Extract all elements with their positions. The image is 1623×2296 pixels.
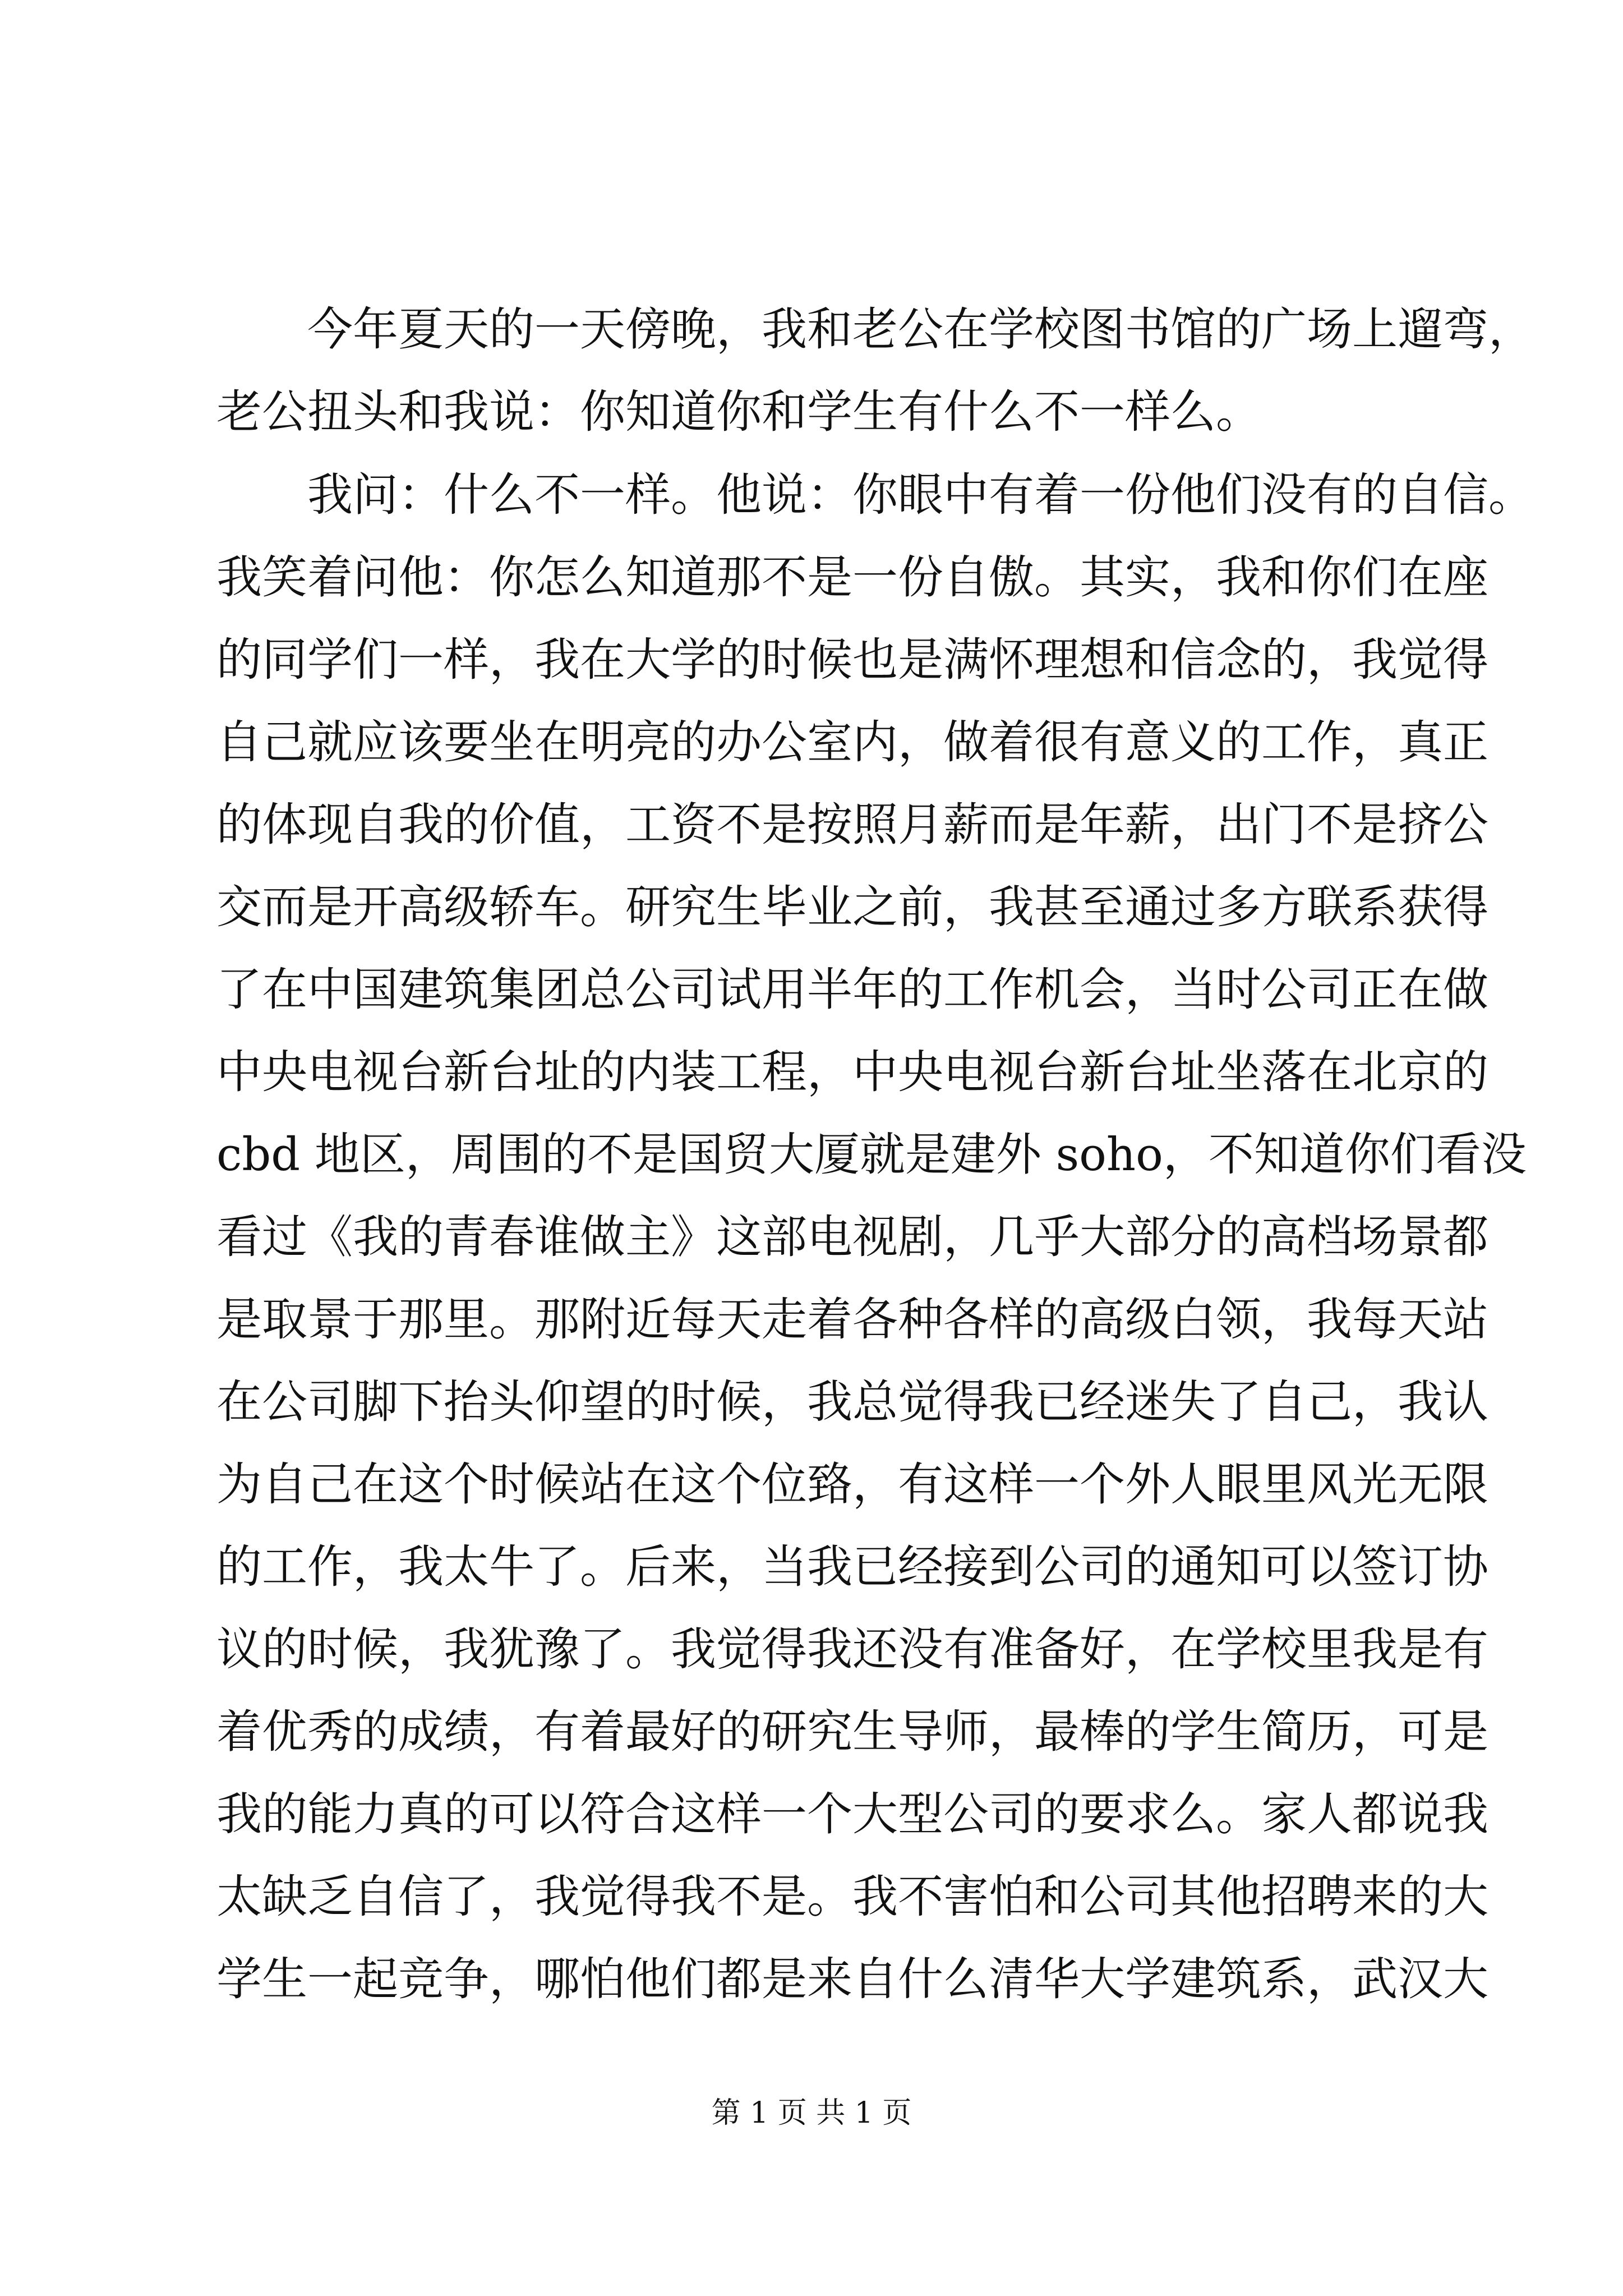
- paragraph-2-line-7: 了在中国建筑集团总公司试用半年的工作机会，当时公司正在做: [216, 964, 1489, 1016]
- paragraph-2-line-12: 在公司脚下抬头仰望的时候，我总觉得我已经迷失了自己，我认: [216, 1376, 1489, 1429]
- paragraph-2-line-14: 的工作，我太牛了。后来，当我已经接到公司的通知可以签订协: [216, 1541, 1489, 1594]
- paragraph-2-line-16: 着优秀的成绩，有着最好的研究生导师，最棒的学生简历，可是: [216, 1706, 1489, 1759]
- paragraph-2-line-4: 自己就应该要坐在明亮的办公室内，做着很有意义的工作，真正: [216, 716, 1489, 769]
- paragraph-2-line-6: 交而是开高级轿车。研究生毕业之前，我甚至通过多方联系获得: [216, 881, 1489, 934]
- paragraph-2-line-19: 学生一起竞争，哪怕他们都是来自什么清华大学建筑系，武汉大: [216, 1953, 1489, 2006]
- paragraph-2-line-8: 中央电视台新台址的内装工程，中央电视台新台址坐落在北京的: [216, 1046, 1489, 1099]
- paragraph-2-line-5: 的体现自我的价值，工资不是按照月薪而是年薪，出门不是挤公: [216, 799, 1489, 852]
- paragraph-2-line-18: 太缺乏自信了，我觉得我不是。我不害怕和公司其他招聘来的大: [216, 1871, 1489, 1924]
- paragraph-2-line-15: 议的时候，我犹豫了。我觉得我还没有准备好，在学校里我是有: [216, 1623, 1489, 1676]
- paragraph-1-line-2: 老公扭头和我说：你知道你和学生有什么不一样么。: [216, 386, 1262, 439]
- paragraph-1-line-1: 今年夏天的一天傍晚，我和老公在学校图书馆的广场上遛弯，: [307, 303, 1534, 356]
- paragraph-2-line-2: 我笑着问他：你怎么知道那不是一份自傲。其实，我和你们在座: [216, 551, 1489, 604]
- paragraph-2-line-11: 是取景于那里。那附近每天走着各种各样的高级白领，我每天站: [216, 1294, 1489, 1346]
- page-number-footer: 第 1 页 共 1 页: [711, 2096, 912, 2130]
- paragraph-2-line-9: cbd 地区，周围的不是国贸大厦就是建外 soho，不知道你们看没: [216, 1129, 1527, 1181]
- paragraph-2-line-13: 为自己在这个时候站在这个位臵，有这样一个外人眼里风光无限: [216, 1458, 1489, 1511]
- paragraph-2-line-17: 我的能力真的可以符合这样一个大型公司的要求么。家人都说我: [216, 1788, 1489, 1841]
- paragraph-2-line-1: 我问：什么不一样。他说：你眼中有着一份他们没有的自信。: [307, 469, 1534, 522]
- paragraph-2-line-3: 的同学们一样，我在大学的时候也是满怀理想和信念的，我觉得: [216, 634, 1489, 687]
- paragraph-2-line-10: 看过《我的青春谁做主》这部电视剧，几乎大部分的高档场景都: [216, 1211, 1489, 1264]
